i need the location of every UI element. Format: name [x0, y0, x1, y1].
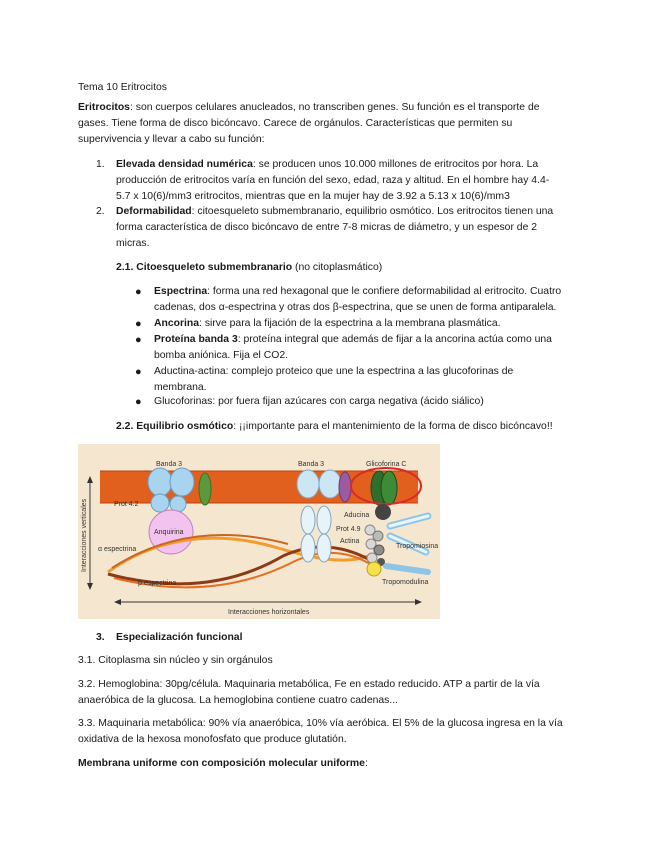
intro-line-1: : son cuerpos celulares anucleados, no transcriben genes. Su función es el transporte de: [129, 102, 540, 113]
closing-heading-colon: :: [364, 758, 368, 769]
label-vertical: Interacciones verticales: [81, 498, 88, 572]
list-item: [135, 394, 605, 410]
label-horizontal: Interacciones horizontales: [228, 609, 310, 616]
prot42-shape: [151, 494, 169, 512]
dark-protein: [375, 504, 391, 520]
tropomodulina-shape: [367, 562, 381, 576]
figure-background: [78, 444, 440, 619]
section-2-2-note: : ¡¡importante para el mantenimiento de la forma de disco bicóncavo!!: [233, 421, 553, 432]
list-number: 1.: [96, 159, 105, 170]
paragraph-3-1: 3.1. Citoplasma sin núcleo y sin orgánulos: [78, 655, 273, 666]
banda3-left-protein: [148, 468, 172, 496]
paragraph-line: anaeróbica de la glucosa. La hemoglobina contiene cuatro cadenas...: [78, 695, 399, 706]
label-tropomodulina: Tropomodulina: [382, 579, 429, 586]
banda3-left-protein: [170, 468, 194, 496]
label-glicoforina: Glicoforina C: [366, 461, 407, 468]
section-3-title: Especialización funcional: [116, 632, 243, 643]
list-item: [135, 284, 605, 316]
section-3-heading: [78, 630, 598, 646]
bullet-icon: ●: [135, 334, 142, 346]
intro-line-3: supervivencia y llevar a cabo su función:: [78, 134, 265, 145]
cytoskeleton-diagram: [78, 444, 440, 619]
aducina-protein: [339, 472, 351, 502]
bullet-line: : proteína integral que además de fijar a la ancorina actúa como una: [237, 334, 552, 345]
list-line: micras.: [116, 238, 150, 249]
list-line: : se producen unos 10.000 millones de eritrocitos por hora. La: [252, 159, 539, 170]
label-prot42: Prot 4.2: [114, 501, 139, 508]
list-number: 2.: [96, 206, 105, 217]
label-actina: Actina: [340, 538, 360, 545]
bullet-line: cadenas, dos α-espectrina y otras dos β-espectrina, que se unen de forma antiparalela.: [154, 302, 557, 313]
bullet-line: : sirve para la fijación de la espectrina a la membrana plasmática.: [199, 318, 501, 329]
bullet-term: Ancorina: [154, 318, 200, 329]
bullet-term: Proteína banda 3: [154, 334, 238, 345]
section-2-1-note: (no citoplasmático): [292, 262, 383, 273]
paragraph-line: oxidativa de la hexosa monofosfato que produce glutatión.: [78, 734, 347, 745]
label-prot49: Prot 4.9: [336, 526, 361, 533]
banda3-right-protein: [319, 470, 341, 498]
list-item: [135, 316, 605, 332]
list-term: Deformabilidad: [116, 206, 192, 217]
bullet-icon: ●: [135, 286, 142, 298]
membrane-band: [100, 471, 418, 503]
section-3-number: 3.: [96, 632, 105, 643]
closing-heading-text: Membrana uniforme con composición molecular uniforme: [78, 758, 365, 769]
paragraph-3-3: [78, 716, 623, 748]
label-tropomiosina: Tropomiosina: [396, 543, 439, 550]
bullet-line: : forma una red hexagonal que le confiere deformabilidad al eritrocito. Cuatro: [207, 286, 562, 297]
list-line: producción de eritrocitos varía en función del sexo, edad, raza y altitud. En el hombre hay 4.4-: [116, 175, 550, 186]
numbered-list: [78, 157, 598, 251]
closing-heading: [78, 756, 368, 772]
bullet-line: bomba aniónica. Fija el CO2.: [154, 350, 288, 361]
bullet-term: Espectrina: [154, 286, 208, 297]
paragraph-line: 3.3. Maquinaria metabólica: 90% vía anaeróbica, 10% vía aeróbica. El 5% de la glucosa ingresa en la vía: [78, 718, 563, 729]
intro-term: Eritrocitos: [78, 102, 130, 113]
label-alfa-espectrina: α espectrina: [98, 546, 137, 553]
list-line: 5.7 x 10(6)/mm3 eritrocitos, mientras que en la mujer hay de 3.92 a 5.13 x 10(6)/mm3: [116, 191, 510, 202]
glicoforina-protein: [381, 471, 397, 505]
list-line: : citoesqueleto submembranario, equilibrio osmótico. Los eritrocitos tienen una: [191, 206, 554, 217]
section-2-2-title: 2.2. Equilibrio osmótico: [116, 421, 234, 432]
section-2-2-heading: [116, 419, 616, 435]
label-banda3-right: Banda 3: [298, 461, 325, 468]
bullet-icon: ●: [135, 396, 142, 408]
section-2-1-heading: [116, 260, 382, 276]
intro-line-2: gases. Tiene forma de disco bicóncavo. Carece de orgánulos. Características que permiten su: [78, 118, 513, 129]
label-aducina: Aducina: [344, 512, 370, 519]
bullet-list: [135, 284, 605, 410]
label-anquirina: Anquirina: [154, 529, 184, 536]
label-banda3-left: Banda 3: [156, 461, 183, 468]
paragraph-line: 3.2. Hemoglobina: 30pg/célula. Maquinaria metabólica, Fe en estado reducido. ATP a partir de la vía: [78, 679, 540, 690]
label-beta-espectrina: β espectrina: [138, 580, 177, 587]
list-term: Elevada densidad numérica: [116, 159, 253, 170]
intro-paragraph: [78, 100, 598, 148]
list-item: [78, 157, 598, 205]
list-item: [135, 332, 605, 364]
bullet-line: membrana.: [154, 382, 207, 393]
bullet-icon: ●: [135, 366, 142, 378]
section-2-1-title: 2.1. Citoesqueleto submembranario: [116, 262, 293, 273]
bullet-line: Glucoforinas: por fuera fijan azúcares con carga negativa (ácido siálico): [154, 396, 484, 407]
bullet-line: Aductina-actina: complejo proteico que une la espectrina a las glucoforinas de: [154, 366, 514, 377]
list-item: [135, 364, 605, 396]
membrane-protein-green: [199, 473, 211, 505]
paragraph-3-2: [78, 677, 618, 709]
bullet-icon: ●: [135, 318, 142, 330]
banda3-right-protein: [297, 470, 319, 498]
list-item: [78, 204, 598, 252]
list-line: forma característica de disco bicóncavo de entre 7-8 micras de diámetro, y un espesor de 2: [116, 222, 538, 233]
doc-title: Tema 10 Eritrocitos: [78, 82, 167, 93]
